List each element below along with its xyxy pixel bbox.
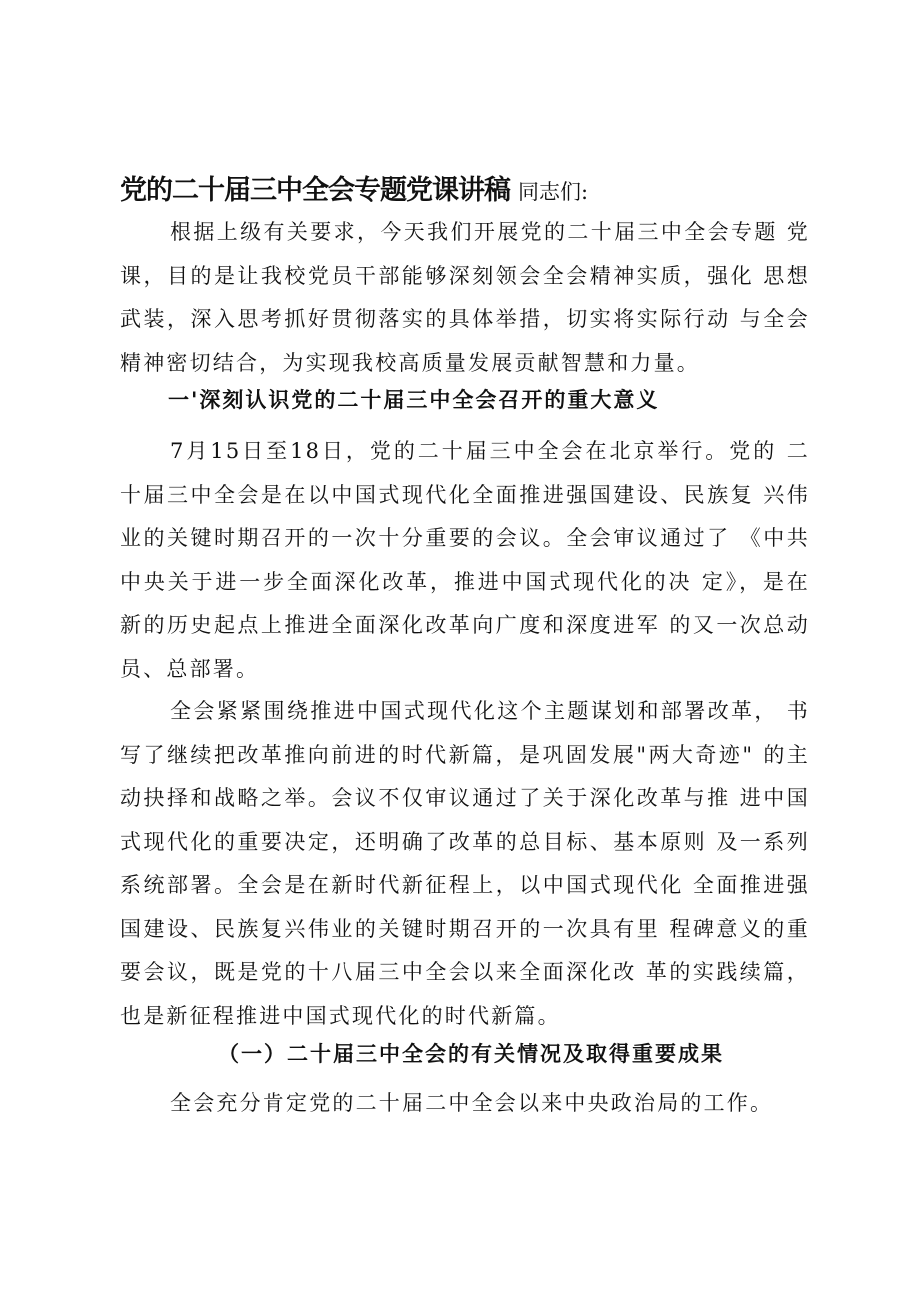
section-heading-1: 一'深刻认识党的二十届三中全会召开的重大意义	[168, 388, 660, 412]
paragraph-intro: 根据上级有关要求，今天我们开展党的二十届三中全会专题 党课，目的是让我校党员干部能够深刻领会全会精神实质，强化 思想武装，深入思考抓好贯彻落实的具体举措，切实将实际行动 与全会精神密切结合，为实现我校高质量发展贡献智慧和力量。	[120, 220, 810, 375]
paragraph-significance: 全会紧紧围绕推进中国式现代化这个主题谋划和部署改革， 书写了继续把改革推向前进的时代新篇，是巩固发展"两大奇迹" 的主动抉择和战略之举。会议不仅审议通过了关于深化改革与推 进中国式现代化的重要决定，还明确了改革的总目标、基本原则 及一系列系统部署。全会是在新时代新征程上，以中国式现代化 全面推进强国建设、民族复兴伟业的关键时期召开的一次具有里 程碑意义的重要会议，既是党的十八届三中全会以来全面深化改 革的实践续篇，也是新征程推进中国式现代化的时代新篇。	[120, 699, 810, 1028]
greeting: 同志们:	[518, 180, 589, 204]
document-title: 党的二十届三中全会专题党课讲稿	[120, 175, 510, 206]
paragraph-affirmation: 全会充分肯定党的二十届二中全会以来中央政治局的工作。	[170, 1091, 774, 1115]
subsection-heading-1: （一）二十届三中全会的有关情况及取得重要成果	[218, 1042, 724, 1066]
title-line	[120, 168, 820, 207]
paragraph-meeting-info: 7月15日至18日，党的二十届三中全会在北京举行。党的 二十届三中全会是在以中国式现代化全面推进强国建设、民族复 兴伟业的关键时期召开的一次十分重要的会议。全会审议通过了 《中共中央关于进一步全面深化改革，推进中国式现代化的决 定》，是在新的历史起点上推进全面深化改革向广度和深度进军 的又一次总动员、总部署。	[120, 439, 810, 681]
